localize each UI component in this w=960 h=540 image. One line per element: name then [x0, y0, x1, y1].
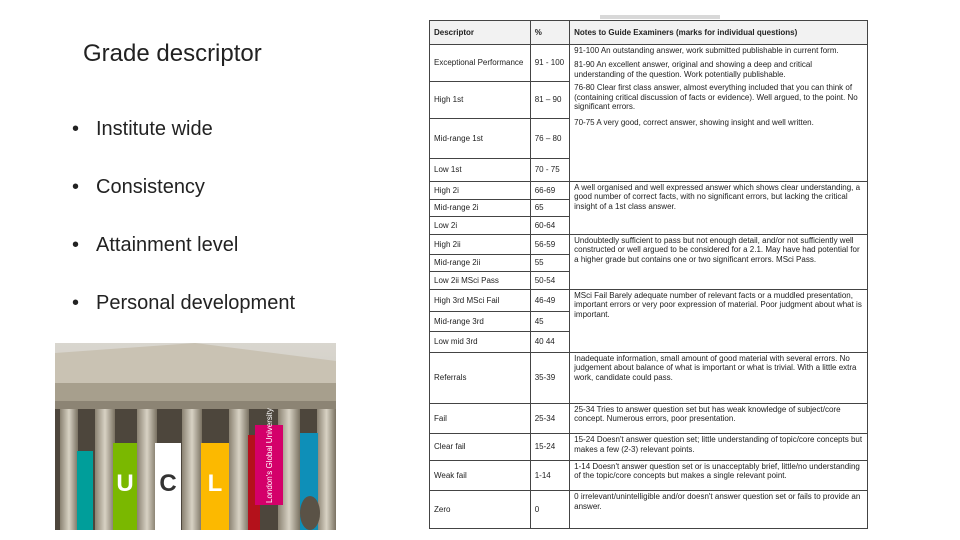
descriptor-cell: High 3rd MSci Fail [430, 289, 531, 311]
descriptor-cell: High 2i [430, 181, 531, 199]
bullet-item: • Institute wide [72, 118, 213, 140]
note-line: 70-75 A very good, correct answer, showing insight and well written. [574, 117, 814, 127]
columns [60, 409, 336, 530]
note-line: 76-80 Clear first class answer, almost everything included that you can think of (containing critical discussion of facts or evidence). Well argued, to the point. No significant errors. [574, 83, 858, 112]
percent-cell: 55 [530, 255, 569, 272]
bullet-item: • Personal development [72, 292, 296, 314]
percent-cell: 1-14 [530, 460, 569, 491]
descriptor-cell: Referrals [430, 352, 531, 403]
bullet-item: • Attainment level [72, 234, 239, 256]
notes-weak-fail: 1-14 Doesn't answer question set or is unacceptably brief, little/no understanding of the topic/core concepts but makes a single relevant point. [570, 460, 868, 491]
percent-cell: 91 - 100 [530, 45, 569, 82]
descriptor-cell: High 2ii [430, 234, 531, 254]
notes-zero: 0 irrelevant/unintelligible and/or doesn't answer question set or fails to provide an answer. [570, 491, 868, 529]
slide-title: Grade descriptor [83, 40, 262, 67]
header-percent: % [530, 21, 569, 45]
percent-cell: 60-64 [530, 217, 569, 234]
bullet-list [72, 118, 295, 350]
note-line: 81-90 An excellent answer, original and showing a deep and critical understanding of the question. Work potentially publishable. [574, 60, 813, 79]
cropped-heading-fragment [600, 13, 720, 19]
percent-cell: 15-24 [530, 434, 569, 460]
percent-cell: 25-34 [530, 403, 569, 434]
percent-cell: 35-39 [530, 352, 569, 403]
descriptor-cell: Low mid 3rd [430, 332, 531, 352]
descriptor-cell: Weak fail [430, 460, 531, 491]
bullet-text: Consistency [96, 176, 205, 198]
percent-cell: 0 [530, 491, 569, 529]
banner-letter-u: U [116, 470, 134, 497]
percent-cell: 50-54 [530, 272, 569, 289]
building-frieze [55, 401, 336, 409]
descriptor-cell: Mid-range 3rd [430, 312, 531, 332]
percent-cell: 65 [530, 200, 569, 217]
header-notes: Notes to Guide Examiners (marks for individual questions) [570, 21, 868, 45]
descriptor-cell: Zero [430, 491, 531, 529]
percent-cell: 66-69 [530, 181, 569, 199]
bullet-text: Attainment level [96, 234, 239, 256]
descriptor-cell: Clear fail [430, 434, 531, 460]
percent-cell: 76 – 80 [530, 118, 569, 159]
note-line: 91-100 An outstanding answer, work submitted publishable in current form. [574, 46, 839, 56]
notes-two-two: Undoubtedly sufficient to pass but not enough detail, and/or not sufficiently well constructed or well argued to be considered for a 2.1. May have had potential for a higher grade but contains one or two significant errors. MSci Pass. [570, 234, 868, 289]
percent-cell: 40 44 [530, 332, 569, 352]
descriptor-cell: Mid-range 1st [430, 118, 531, 159]
percent-cell: 81 – 90 [530, 82, 569, 119]
descriptor-cell: Mid-range 2i [430, 200, 531, 217]
descriptor-cell: Mid-range 2ii [430, 255, 531, 272]
grade-descriptor-table [429, 20, 868, 529]
bullet-item: • Consistency [72, 176, 205, 198]
notes-clear-fail: 15-24 Doesn't answer question set; little understanding of topic/core concepts but makes a few (2-3) relevant points. [570, 434, 868, 460]
descriptor-cell: Exceptional Performance [430, 45, 531, 82]
banner-letter-l: L [207, 470, 223, 497]
descriptor-cell: Low 2i [430, 217, 531, 234]
banner-letter-c: C [159, 470, 177, 497]
descriptor-cell: Fail [430, 403, 531, 434]
descriptor-cell: Low 1st [430, 159, 531, 181]
notes-referrals: Inadequate information, small amount of good material with several errors. No judgement about balance of what is important or what is trivial. With a little extra work, candidate could pass. [570, 352, 868, 403]
descriptor-cell: High 1st [430, 82, 531, 119]
ucl-building-photo [55, 343, 336, 530]
descriptor-cell: Low 2ii MSci Pass [430, 272, 531, 289]
bullet-text: Personal development [96, 292, 296, 314]
notes-first [570, 45, 868, 181]
bullet-text: Institute wide [96, 118, 213, 140]
statue [300, 496, 320, 530]
banner-slogan: London's Global University [265, 408, 274, 503]
notes-third: MSci Fail Barely adequate number of relevant facts or a muddled presentation, important errors or very poor expression of material. Poor judgment about what is important. [570, 289, 868, 352]
header-descriptor: Descriptor [430, 21, 531, 45]
notes-two-one: A well organised and well expressed answer which shows clear understanding, a good number of correct facts, with no significant errors, but lacking the critical insight of a 1st class answer. [570, 181, 868, 234]
banner-teal [77, 451, 93, 530]
notes-fail: 25-34 Tries to answer question set but has weak knowledge of subject/core concept. Numerous errors, poor presentation. [570, 403, 868, 434]
percent-cell: 56-59 [530, 234, 569, 254]
percent-cell: 45 [530, 312, 569, 332]
percent-cell: 70 - 75 [530, 159, 569, 181]
percent-cell: 46-49 [530, 289, 569, 311]
